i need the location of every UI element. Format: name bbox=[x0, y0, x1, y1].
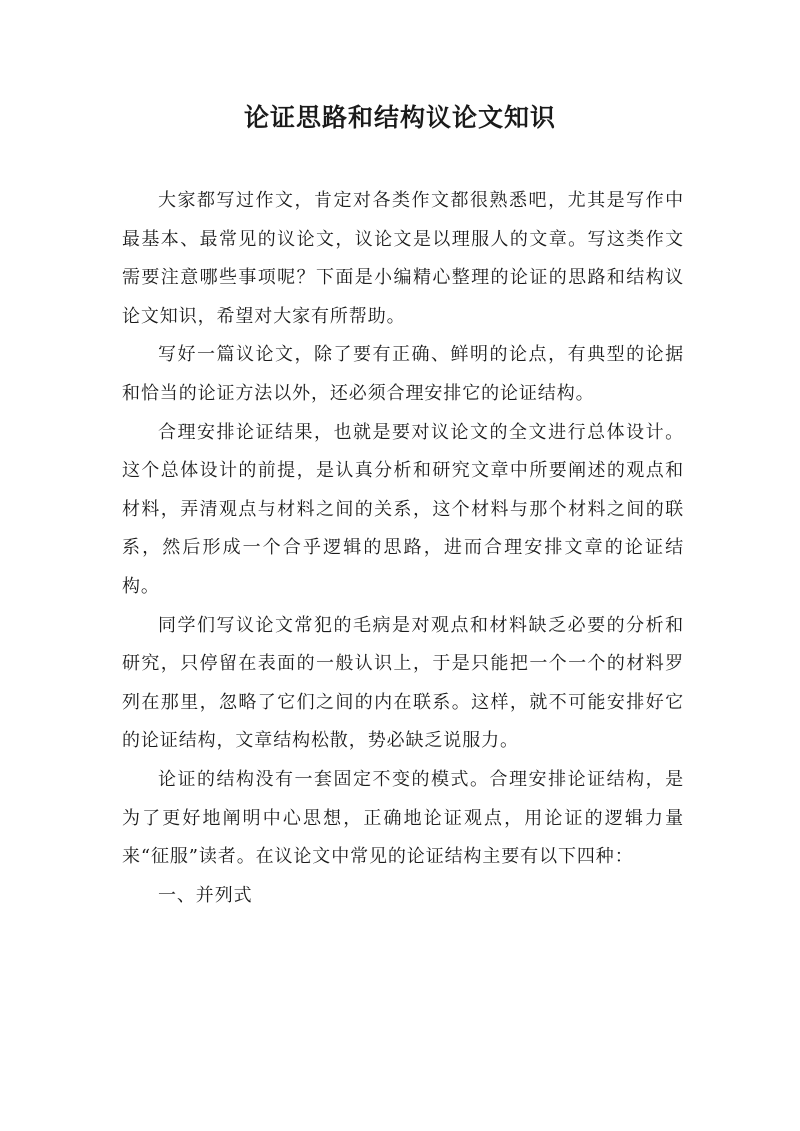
paragraph-common-mistakes: 同学们写议论文常犯的毛病是对观点和材料缺乏必要的分析和研究，只停留在表面的一般认识上，于是只能把一个一个的材料罗列在那里，忽略了它们之间的内在联系。这样，就不可能安排好它的论证结构，文章结构松散，势必缺乏说服力。 bbox=[122, 614, 684, 752]
paragraph-structure-importance: 写好一篇议论文，除了要有正确、鲜明的论点，有典型的论据和恰当的论证方法以外，还必须合理安排它的论证结构。 bbox=[122, 344, 684, 404]
section-heading-parallel: 一、并列式 bbox=[158, 884, 253, 906]
paragraph-structure-types: 论证的结构没有一套固定不变的模式。合理安排论证结构，是为了更好地阐明中心思想，正确地论证观点，用论证的逻辑力量来“征服”读者。在议论文中常见的论证结构主要有以下四种： bbox=[122, 768, 684, 868]
paragraph-intro: 大家都写过作文，肯定对各类作文都很熟悉吧，尤其是写作中最基本、最常见的议论文，议论文是以理服人的文章。写这类作文需要注意哪些事项呢？下面是小编精心整理的论证的思路和结构议论文知识，希望对大家有所帮助。 bbox=[122, 190, 684, 327]
document-body bbox=[122, 182, 684, 915]
document-title: 论证思路和结构议论文知识 bbox=[243, 103, 556, 132]
paragraph-overall-design: 合理安排论证结果，也就是要对议论文的全文进行总体设计。这个总体设计的前提，是认真分析和研究文章中所要阐述的观点和材料，弄清观点与材料之间的关系，这个材料与那个材料之间的联系，然后形成一个合乎逻辑的思路，进而合理安排文章的论证结构。 bbox=[122, 421, 684, 597]
